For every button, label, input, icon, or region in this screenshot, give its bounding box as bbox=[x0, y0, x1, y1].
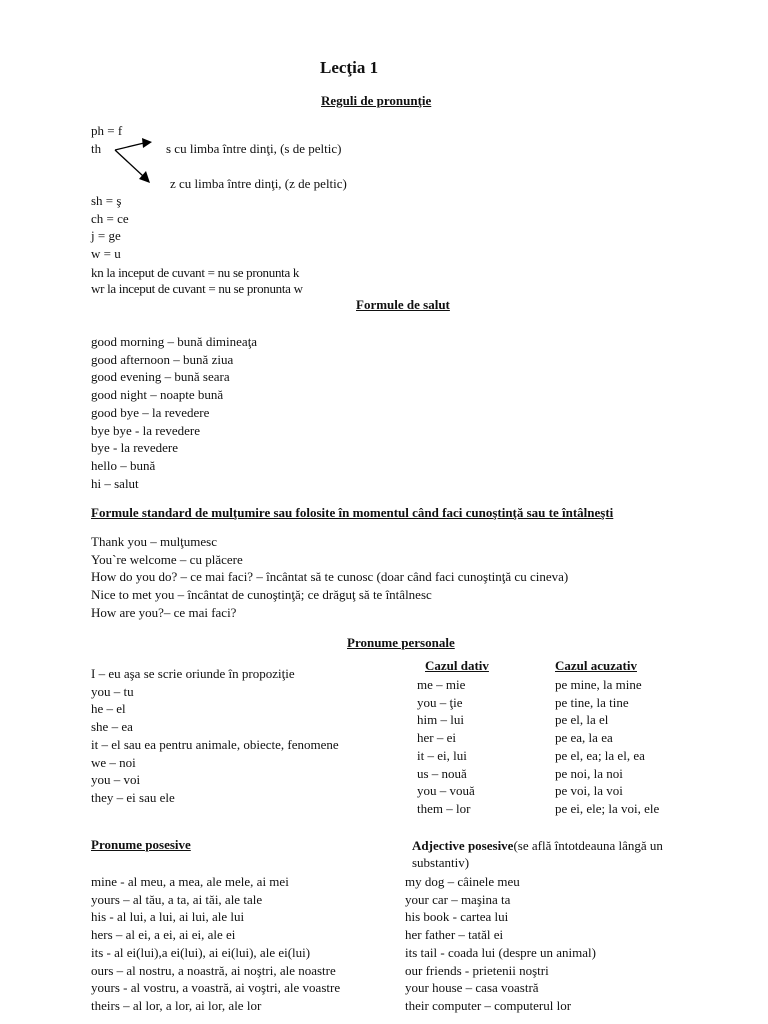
list-item: she – ea bbox=[91, 719, 133, 735]
nominative-list bbox=[91, 665, 339, 807]
heading-personal-pronouns: Pronume personale bbox=[347, 635, 455, 650]
accusative-list bbox=[555, 676, 659, 818]
list-item: Thank you – mulţumesc bbox=[91, 534, 218, 549]
possessive-adjectives-note: (se află întotdeauna lângă un bbox=[513, 838, 663, 853]
heading-greetings: Formule de salut bbox=[356, 297, 450, 312]
list-item: mine - al meu, a mea, ale mele, ai mei bbox=[91, 874, 289, 889]
list-item: us – nouă bbox=[417, 765, 467, 781]
heading-possessive-adjectives bbox=[412, 837, 663, 855]
list-item: your house – casa voastră bbox=[405, 980, 539, 996]
possessive-adjectives-note-cont: substantiv) bbox=[412, 855, 470, 870]
rule-ph: ph = f bbox=[91, 123, 123, 138]
list-item: How are you?– ce mai faci? bbox=[91, 604, 237, 620]
list-item: they – ei sau ele bbox=[91, 789, 175, 805]
rule-th-z: z cu limba între dinţi, (z de peltic) bbox=[170, 176, 347, 191]
rule-sh: sh = ş bbox=[91, 193, 122, 208]
rule-wr: wr la inceput de cuvant = nu se pronunta w bbox=[91, 281, 303, 296]
list-item: you – voi bbox=[91, 772, 141, 788]
list-item: its tail - coada lui (despre un animal) bbox=[405, 944, 596, 960]
list-item: good afternoon – bună ziua bbox=[91, 351, 234, 367]
list-item: his book - cartea lui bbox=[405, 909, 509, 925]
list-item: pe ei, ele; la voi, ele bbox=[555, 800, 660, 816]
list-item: hi – salut bbox=[91, 475, 139, 491]
heading-possessive-pronouns: Pronume posesive bbox=[91, 837, 191, 852]
list-item: yours – al tău, a ta, ai tăi, ale tale bbox=[91, 891, 263, 907]
heading-standard-formulas: Formule standard de mulţumire sau folosite în momentul când faci cunoştinţă sau te întâlneşti bbox=[91, 505, 614, 520]
arrows-icon bbox=[112, 136, 158, 186]
list-item: good morning – bună dimineaţa bbox=[91, 334, 258, 349]
list-item: pe noi, la noi bbox=[555, 765, 623, 781]
rules-list bbox=[91, 192, 129, 263]
list-item: you – vouă bbox=[417, 783, 475, 799]
list-item: its - al ei(lui),a ei(lui), ai ei(lui), ale ei(lui) bbox=[91, 944, 311, 960]
list-item: it – el sau ea pentru animale, obiecte, fenomene bbox=[91, 736, 339, 752]
list-item: her father – tatăl ei bbox=[405, 927, 504, 943]
rule-ch: ch = ce bbox=[91, 210, 129, 226]
list-item: pe el, ea; la el, ea bbox=[555, 747, 645, 763]
list-item: good bye – la revedere bbox=[91, 404, 210, 420]
list-item: them – lor bbox=[417, 800, 471, 816]
possessive-adjectives-title: Adjective posesive bbox=[412, 838, 514, 853]
list-item: bye bye - la revedere bbox=[91, 422, 200, 438]
heading-dative: Cazul dativ bbox=[425, 658, 489, 673]
rule-w: w = u bbox=[91, 246, 121, 262]
list-item: pe tine, la tine bbox=[555, 694, 629, 710]
list-item: You`re welcome – cu plăcere bbox=[91, 551, 243, 567]
list-item: pe voi, la voi bbox=[555, 783, 623, 799]
list-item: their computer – computerul lor bbox=[405, 997, 572, 1013]
heading-pronunciation-rules: Reguli de pronunţie bbox=[321, 93, 432, 108]
page-title: Lecţia 1 bbox=[320, 58, 379, 77]
list-item: we – noi bbox=[91, 754, 136, 770]
list-item: hello – bună bbox=[91, 457, 156, 473]
list-item: How do you do? – ce mai faci? – încântat să te cunosc (doar când faci cunoştinţă cu cineva) bbox=[91, 569, 569, 585]
list-item: ours – al nostru, a noastră, ai noştri, ale noastre bbox=[91, 962, 336, 978]
list-item: pe mine, la mine bbox=[555, 677, 642, 692]
rule-th: th bbox=[91, 141, 102, 156]
list-item: bye - la revedere bbox=[91, 440, 178, 456]
list-item: yours - al vostru, a voastră, ai voştri, ale voastre bbox=[91, 980, 341, 996]
list-item: you – tu bbox=[91, 683, 134, 699]
list-item: theirs – al lor, a lor, ai lor, ale lor bbox=[91, 997, 262, 1013]
list-item: our friends - prietenii noştri bbox=[405, 962, 549, 978]
list-item: you – ţie bbox=[417, 694, 463, 710]
rule-kn: kn la inceput de cuvant = nu se pronunta k bbox=[91, 265, 300, 280]
rule-th-s: s cu limba între dinţi, (s de peltic) bbox=[166, 141, 342, 156]
formulas-list bbox=[91, 533, 568, 622]
list-item: hers – al ei, a ei, ai ei, ale ei bbox=[91, 927, 236, 943]
greetings-list bbox=[91, 333, 257, 492]
possessive-pronouns-list bbox=[91, 873, 340, 1015]
list-item: me – mie bbox=[417, 677, 466, 692]
list-item: his - al lui, a lui, ai lui, ale lui bbox=[91, 909, 245, 925]
list-item: him – lui bbox=[417, 712, 464, 728]
heading-accusative: Cazul acuzativ bbox=[555, 658, 637, 673]
list-item: my dog – câinele meu bbox=[405, 874, 520, 889]
list-item: Nice to met you – încântat de cunoştinţă; ce drăguţ să te întâlnesc bbox=[91, 587, 432, 603]
list-item: pe ea, la ea bbox=[555, 730, 613, 746]
list-item: I – eu aşa se scrie oriunde în propoziţie bbox=[91, 666, 295, 681]
list-item: pe el, la el bbox=[555, 712, 609, 728]
dative-list bbox=[417, 676, 475, 818]
list-item: it – ei, lui bbox=[417, 747, 467, 763]
list-item: her – ei bbox=[417, 730, 456, 746]
list-item: he – el bbox=[91, 701, 126, 717]
list-item: good night – noapte bună bbox=[91, 387, 224, 403]
rule-j: j = ge bbox=[91, 228, 121, 244]
list-item: good evening – bună seara bbox=[91, 369, 230, 385]
list-item: your car – maşina ta bbox=[405, 891, 511, 907]
possessive-adjectives-list bbox=[405, 873, 596, 1015]
